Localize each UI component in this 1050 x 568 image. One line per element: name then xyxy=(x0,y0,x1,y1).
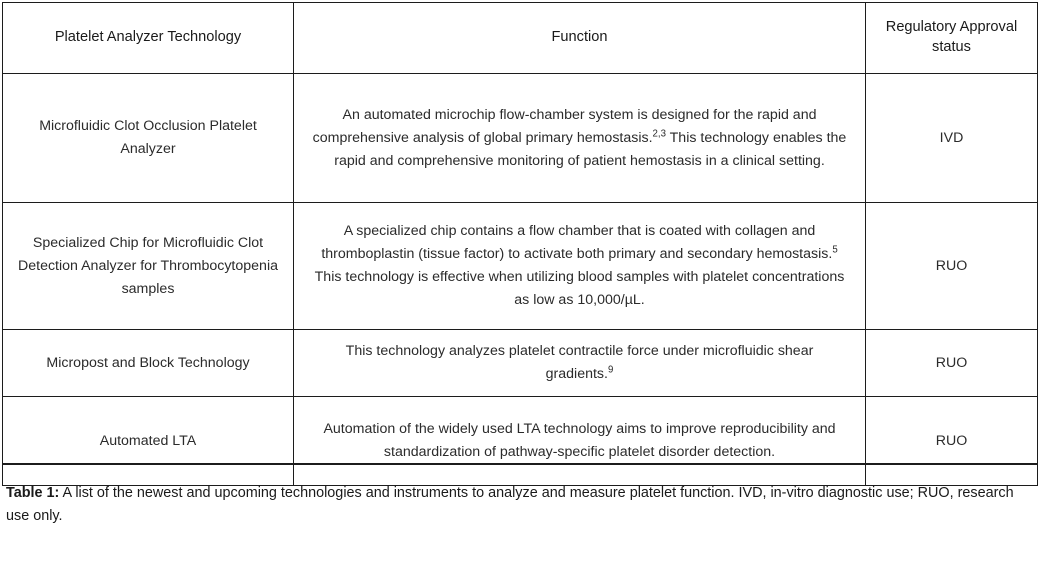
platelet-analyzer-table-container xyxy=(2,2,1037,486)
platelet-analyzer-table xyxy=(2,2,1038,486)
reference-superscript: 2,3 xyxy=(652,127,666,139)
cell-regulatory-status: IVD xyxy=(866,74,1038,203)
cell-technology: Automated LTA xyxy=(3,397,294,486)
table-body xyxy=(3,74,1038,486)
function-text-part1: A specialized chip contains a flow chamber that is coated with collagen and thromboplastin (tissue factor) to activate both primary and secondary hemostasis. xyxy=(321,223,833,262)
reference-superscript: 9 xyxy=(607,364,614,376)
cell-regulatory-status: RUO xyxy=(866,203,1038,330)
cell-regulatory-status: RUO xyxy=(866,330,1038,397)
cell-function xyxy=(294,330,866,397)
table-bottom-rule xyxy=(2,463,1037,465)
column-header-regulatory-approval-status: Regulatory Approval status xyxy=(866,3,1038,74)
cell-function xyxy=(294,203,866,330)
function-text-part2: This technology is effective when utilizing blood samples with platelet concentrations as low as 10,000/µL. xyxy=(314,269,845,308)
table-header xyxy=(3,3,1038,74)
table-row xyxy=(3,74,1038,203)
cell-technology: Microfluidic Clot Occlusion Platelet Analyzer xyxy=(3,74,294,203)
cell-function xyxy=(294,397,866,486)
table-row xyxy=(3,397,1038,486)
function-text-part1: Automation of the widely used LTA technology aims to improve reproducibility and standardization of pathway-specific platelet disorder detection. xyxy=(323,421,836,460)
function-text-part2: This technology enables the rapid and comprehensive monitoring of patient hemostasis in a clinical setting. xyxy=(334,129,847,169)
table-header-row xyxy=(3,3,1038,74)
column-header-function: Function xyxy=(294,3,866,74)
function-text-part1: This technology analyzes platelet contractile force under microfluidic shear gradients. xyxy=(345,343,814,382)
reference-superscript: 5 xyxy=(832,244,838,256)
caption-text: A list of the newest and upcoming technologies and instruments to analyze and measure platelet function. IVD, in-vitro diagnostic use; RUO, research use only. xyxy=(6,485,1014,525)
table-caption xyxy=(6,482,1038,529)
column-header-technology: Platelet Analyzer Technology xyxy=(3,3,294,74)
cell-function xyxy=(294,74,866,203)
table-row xyxy=(3,203,1038,330)
function-text-part1: An automated microchip flow-chamber system is designed for the rapid and comprehensive analysis of global primary hemostasis. xyxy=(312,106,817,146)
cell-technology: Specialized Chip for Microfluidic Clot Detection Analyzer for Thrombocytopenia samples xyxy=(3,203,294,330)
cell-technology: Micropost and Block Technology xyxy=(3,330,294,397)
caption-label: Table 1: xyxy=(6,485,60,501)
cell-regulatory-status: RUO xyxy=(866,397,1038,486)
table-row xyxy=(3,330,1038,397)
